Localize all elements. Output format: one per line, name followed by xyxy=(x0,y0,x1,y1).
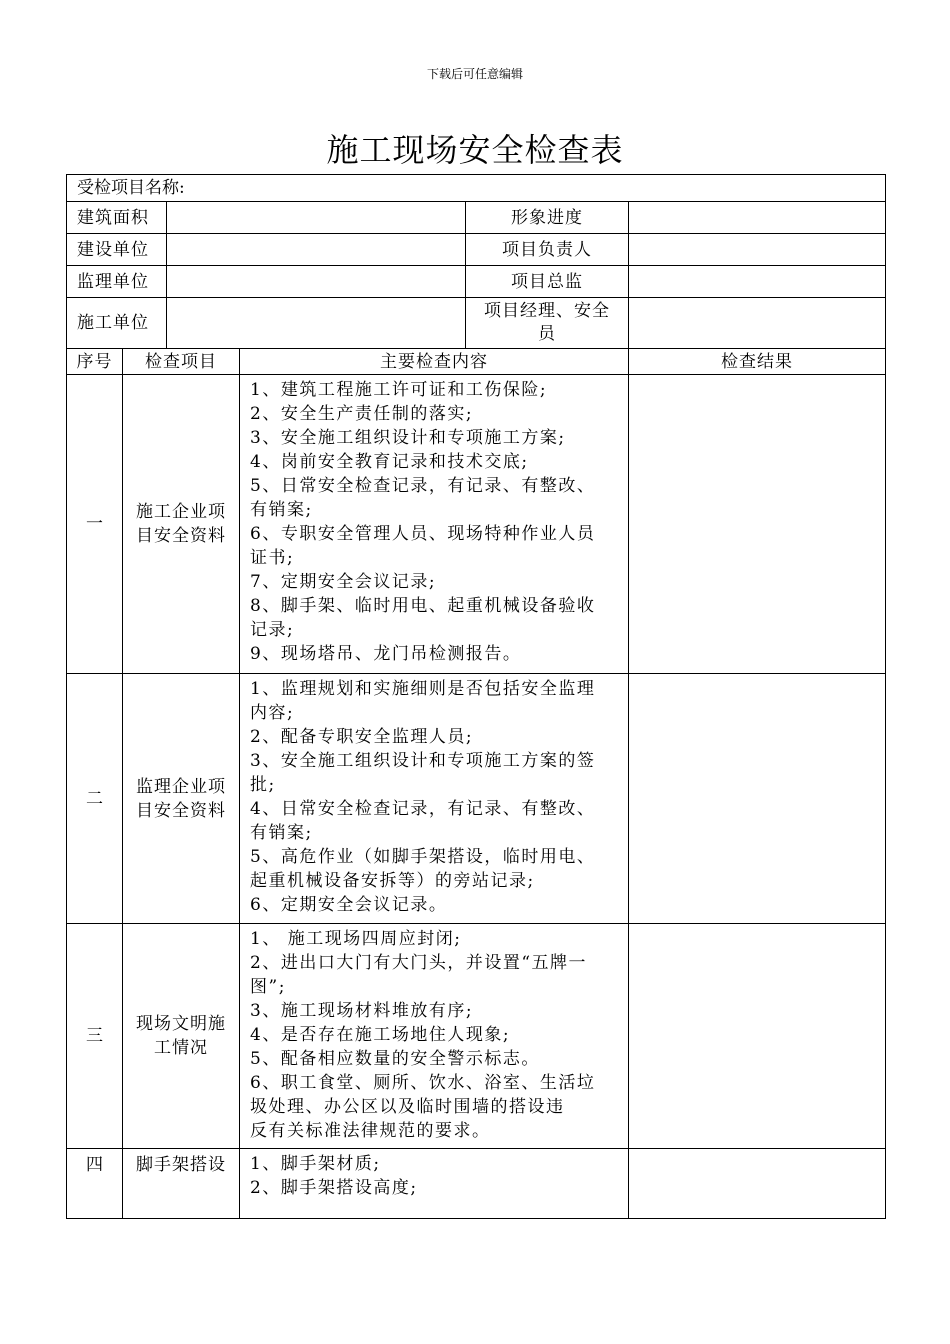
supervision-unit-value[interactable] xyxy=(167,266,466,298)
content-line: 7、定期安全会议记录; xyxy=(250,572,437,592)
section-result[interactable] xyxy=(629,674,886,924)
content-line: 起重机械设备安拆等）的旁站记录; xyxy=(250,871,535,891)
content-line: 1、建筑工程施工许可证和工伤保险; xyxy=(250,380,548,400)
section-item: 监理企业项目安全资料 xyxy=(123,674,240,924)
content-line: 记录; xyxy=(250,620,295,640)
section-item: 脚手架搭设 xyxy=(123,1149,240,1219)
content-line: 2、进出口大门有大门头，并设置“五牌一 xyxy=(250,953,588,973)
section-item: 现场文明施工情况 xyxy=(123,924,240,1149)
content-line: 1、 施工现场四周应封闭; xyxy=(250,929,462,949)
content-line: 4、日常安全检查记录，有记录、有整改、 xyxy=(250,799,596,819)
section-content xyxy=(240,375,629,674)
col-header-content: 主要检查内容 xyxy=(240,349,629,375)
content-line: 6、定期安全会议记录。 xyxy=(250,895,448,915)
content-line: 3、安全施工组织设计和专项施工方案; xyxy=(250,428,566,448)
manager-safety-value[interactable] xyxy=(629,298,886,349)
table-row xyxy=(67,1149,886,1219)
section-result[interactable] xyxy=(629,924,886,1149)
col-header-no: 序号 xyxy=(67,349,123,375)
table-row xyxy=(67,375,886,674)
construction-unit-label: 建设单位 xyxy=(67,234,167,266)
content-line: 3、安全施工组织设计和专项施工方案的签 xyxy=(250,751,596,771)
contractor-unit-label: 施工单位 xyxy=(67,298,167,349)
building-area-value[interactable] xyxy=(167,202,466,234)
section-content xyxy=(240,1149,629,1219)
progress-label: 形象进度 xyxy=(466,202,629,234)
column-header-row xyxy=(67,349,886,375)
section-item: 施工企业项目安全资料 xyxy=(123,375,240,674)
content-line: 1、监理规划和实施细则是否包括安全监理 xyxy=(250,679,596,699)
content-line: 5、日常安全检查记录，有记录、有整改、 xyxy=(250,476,596,496)
page-title: 施工现场安全检查表 xyxy=(326,131,624,169)
content-line: 6、专职安全管理人员、现场特种作业人员 xyxy=(250,524,596,544)
col-header-result: 检查结果 xyxy=(629,349,886,375)
inspection-table xyxy=(66,174,886,1219)
section-content xyxy=(240,674,629,924)
project-name-label: 受检项目名称: xyxy=(67,175,886,202)
progress-value[interactable] xyxy=(629,202,886,234)
info-row xyxy=(67,266,886,298)
project-leader-value[interactable] xyxy=(629,234,886,266)
supervision-unit-label: 监理单位 xyxy=(67,266,167,298)
chief-supervisor-value[interactable] xyxy=(629,266,886,298)
header-note: 下载后可任意编辑 xyxy=(426,67,523,81)
section-number: 三 xyxy=(67,924,123,1149)
section-content xyxy=(240,924,629,1149)
content-line: 1、脚手架材质; xyxy=(250,1154,381,1174)
contractor-unit-value[interactable] xyxy=(167,298,466,349)
info-row xyxy=(67,298,886,349)
content-line: 内容; xyxy=(250,703,295,723)
content-line: 证书; xyxy=(250,548,295,568)
content-line: 有销案; xyxy=(250,823,313,843)
content-line: 5、配备相应数量的安全警示标志。 xyxy=(250,1049,540,1069)
content-line: 2、安全生产责任制的落实; xyxy=(250,404,474,424)
content-line: 3、施工现场材料堆放有序; xyxy=(250,1001,474,1021)
content-line: 6、职工食堂、厕所、饮水、浴室、生活垃 xyxy=(250,1073,596,1093)
content-line: 有销案; xyxy=(250,500,313,520)
content-line: 4、岗前安全教育记录和技术交底; xyxy=(250,452,529,472)
chief-supervisor-label: 项目总监 xyxy=(466,266,629,298)
content-line: 2、配备专职安全监理人员; xyxy=(250,727,474,747)
content-line: 2、脚手架搭设高度; xyxy=(250,1178,418,1198)
section-result[interactable] xyxy=(629,375,886,674)
info-row xyxy=(67,234,886,266)
building-area-label: 建筑面积 xyxy=(67,202,167,234)
content-line: 反有关标准法律规范的要求。 xyxy=(250,1121,491,1141)
construction-unit-value[interactable] xyxy=(167,234,466,266)
col-header-item: 检查项目 xyxy=(123,349,240,375)
table-row xyxy=(67,924,886,1149)
project-name-row xyxy=(67,175,886,202)
info-row xyxy=(67,202,886,234)
project-leader-label: 项目负责人 xyxy=(466,234,629,266)
manager-safety-label: 项目经理、安全员 xyxy=(466,298,629,349)
table-row xyxy=(67,674,886,924)
content-line: 批; xyxy=(250,775,276,795)
content-line: 4、是否存在施工场地住人现象; xyxy=(250,1025,511,1045)
content-line: 9、现场塔吊、龙门吊检测报告。 xyxy=(250,644,522,664)
content-line: 8、脚手架、临时用电、起重机械设备验收 xyxy=(250,596,596,616)
content-line: 5、高危作业（如脚手架搭设，临时用电、 xyxy=(250,847,596,867)
content-line: 图”; xyxy=(250,977,286,997)
section-number: 四 xyxy=(67,1149,123,1219)
content-line: 圾处理、办公区以及临时围墙的搭设违 xyxy=(250,1097,565,1117)
section-number: 二 xyxy=(67,674,123,924)
section-result[interactable] xyxy=(629,1149,886,1219)
section-number: 一 xyxy=(67,375,123,674)
